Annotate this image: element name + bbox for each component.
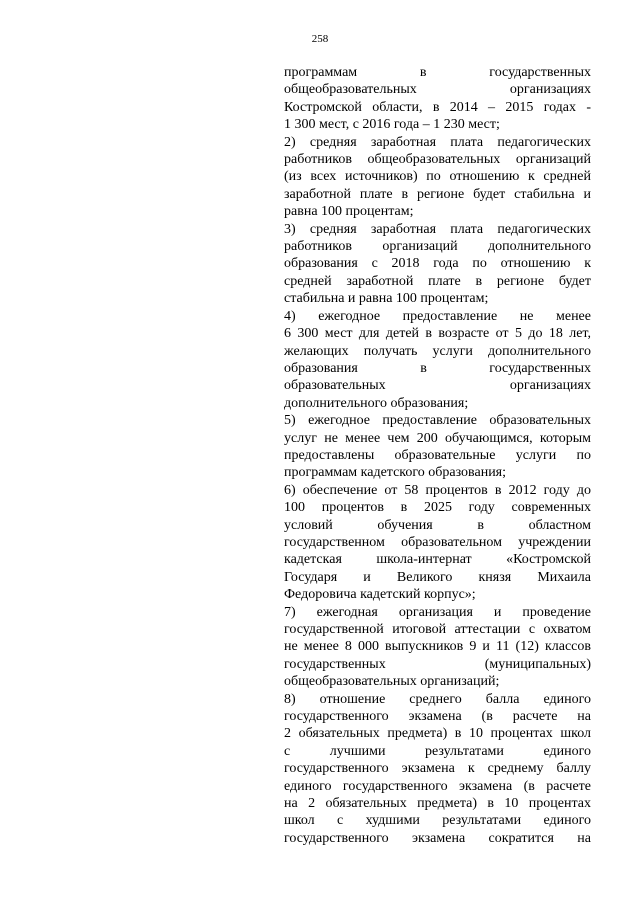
text-line: 100 процентов в 2025 году современных xyxy=(284,500,591,516)
text-line: на 2 обязательных предмета) в 10 процентах xyxy=(284,796,591,812)
text-line: общеобразовательных организаций; xyxy=(284,674,500,690)
text-line: программам в государственных xyxy=(284,65,591,80)
text-line: 7) ежегодная организация и проведение xyxy=(284,604,591,620)
text-line: единого государственного экзамена (в расчете xyxy=(284,778,591,794)
paragraph xyxy=(284,482,591,604)
text-line: 3) средняя заработная плата педагогических xyxy=(284,221,591,237)
text-line: предоставлены образовательные услуги по xyxy=(284,447,591,463)
text-line: желающих получать услуги дополнительного xyxy=(284,343,591,359)
text-line: работников организаций дополнительного xyxy=(284,239,591,255)
text-line: средней заработной плате в регионе будет xyxy=(284,273,591,289)
text-line: 8) отношение среднего балла единого xyxy=(284,691,591,707)
text-line: образования в государственных xyxy=(284,360,591,376)
text-line: Федоровича кадетский корпус»; xyxy=(284,587,476,603)
text-line: (из всех источников) по отношению к средней xyxy=(284,169,591,185)
text-line: стабильна и равна 100 процентам; xyxy=(284,291,489,307)
text-line: 6 300 мест для детей в возрасте от 5 до 18 лет, xyxy=(284,326,591,342)
paragraph xyxy=(284,691,591,848)
text-line: государственной итоговой аттестации с охватом xyxy=(284,622,591,637)
paragraph xyxy=(284,604,591,691)
text-line: заработной плате в регионе будет стабильна и xyxy=(284,186,591,202)
text-line: дополнительного образования; xyxy=(284,395,469,411)
text-line: равна 100 процентам; xyxy=(284,204,414,220)
text-line: условий обучения в областном xyxy=(284,517,591,533)
text-line: Государя и Великого князя Михаила xyxy=(284,569,591,585)
text-column xyxy=(284,64,591,847)
paragraph xyxy=(284,134,591,221)
text-line: государственном образовательном учреждении xyxy=(284,534,591,550)
paragraph xyxy=(284,64,591,134)
page-number: 258 xyxy=(311,33,329,45)
text-line: 2) средняя заработная плата педагогических xyxy=(284,134,591,150)
text-line: общеобразовательных организациях xyxy=(284,82,591,98)
text-line: 2 обязательных предмета) в 10 процентах школ xyxy=(284,726,591,742)
paragraph xyxy=(284,412,591,482)
text-line: образовательных организациях xyxy=(284,378,591,394)
paragraph xyxy=(284,221,591,308)
text-line: государственного экзамена (в расчете на xyxy=(284,709,591,725)
paragraph xyxy=(284,308,591,412)
text-line: государственного экзамена к среднему баллу xyxy=(284,761,591,777)
text-line: кадетская школа-интернат «Костромской xyxy=(284,552,591,568)
text-line: программам кадетского образования; xyxy=(284,465,507,481)
text-line: 5) ежегодное предоставление образовательных xyxy=(284,413,591,429)
text-line: 6) обеспечение от 58 процентов в 2012 году до xyxy=(284,482,591,498)
text-line: услуг не менее чем 200 обучающимся, которым xyxy=(284,430,591,446)
text-line: 4) ежегодное предоставление не менее xyxy=(284,308,591,324)
text-line: Костромской области, в 2014 – 2015 годах - xyxy=(284,99,591,115)
text-line: школ с худшими результатами единого xyxy=(284,813,591,829)
text-line: государственных (муниципальных) xyxy=(284,656,591,672)
text-line: работников общеобразовательных организаций xyxy=(284,152,591,168)
text-line: государственного экзамена сократится на xyxy=(284,830,591,846)
text-line: не менее 8 000 выпускников 9 и 11 (12) классов xyxy=(284,639,591,655)
text-line: с лучшими результатами единого xyxy=(284,743,591,759)
text-line: 1 300 мест, с 2016 года – 1 230 мест; xyxy=(284,117,500,133)
text-line: образования с 2018 года по отношению к xyxy=(284,256,591,272)
